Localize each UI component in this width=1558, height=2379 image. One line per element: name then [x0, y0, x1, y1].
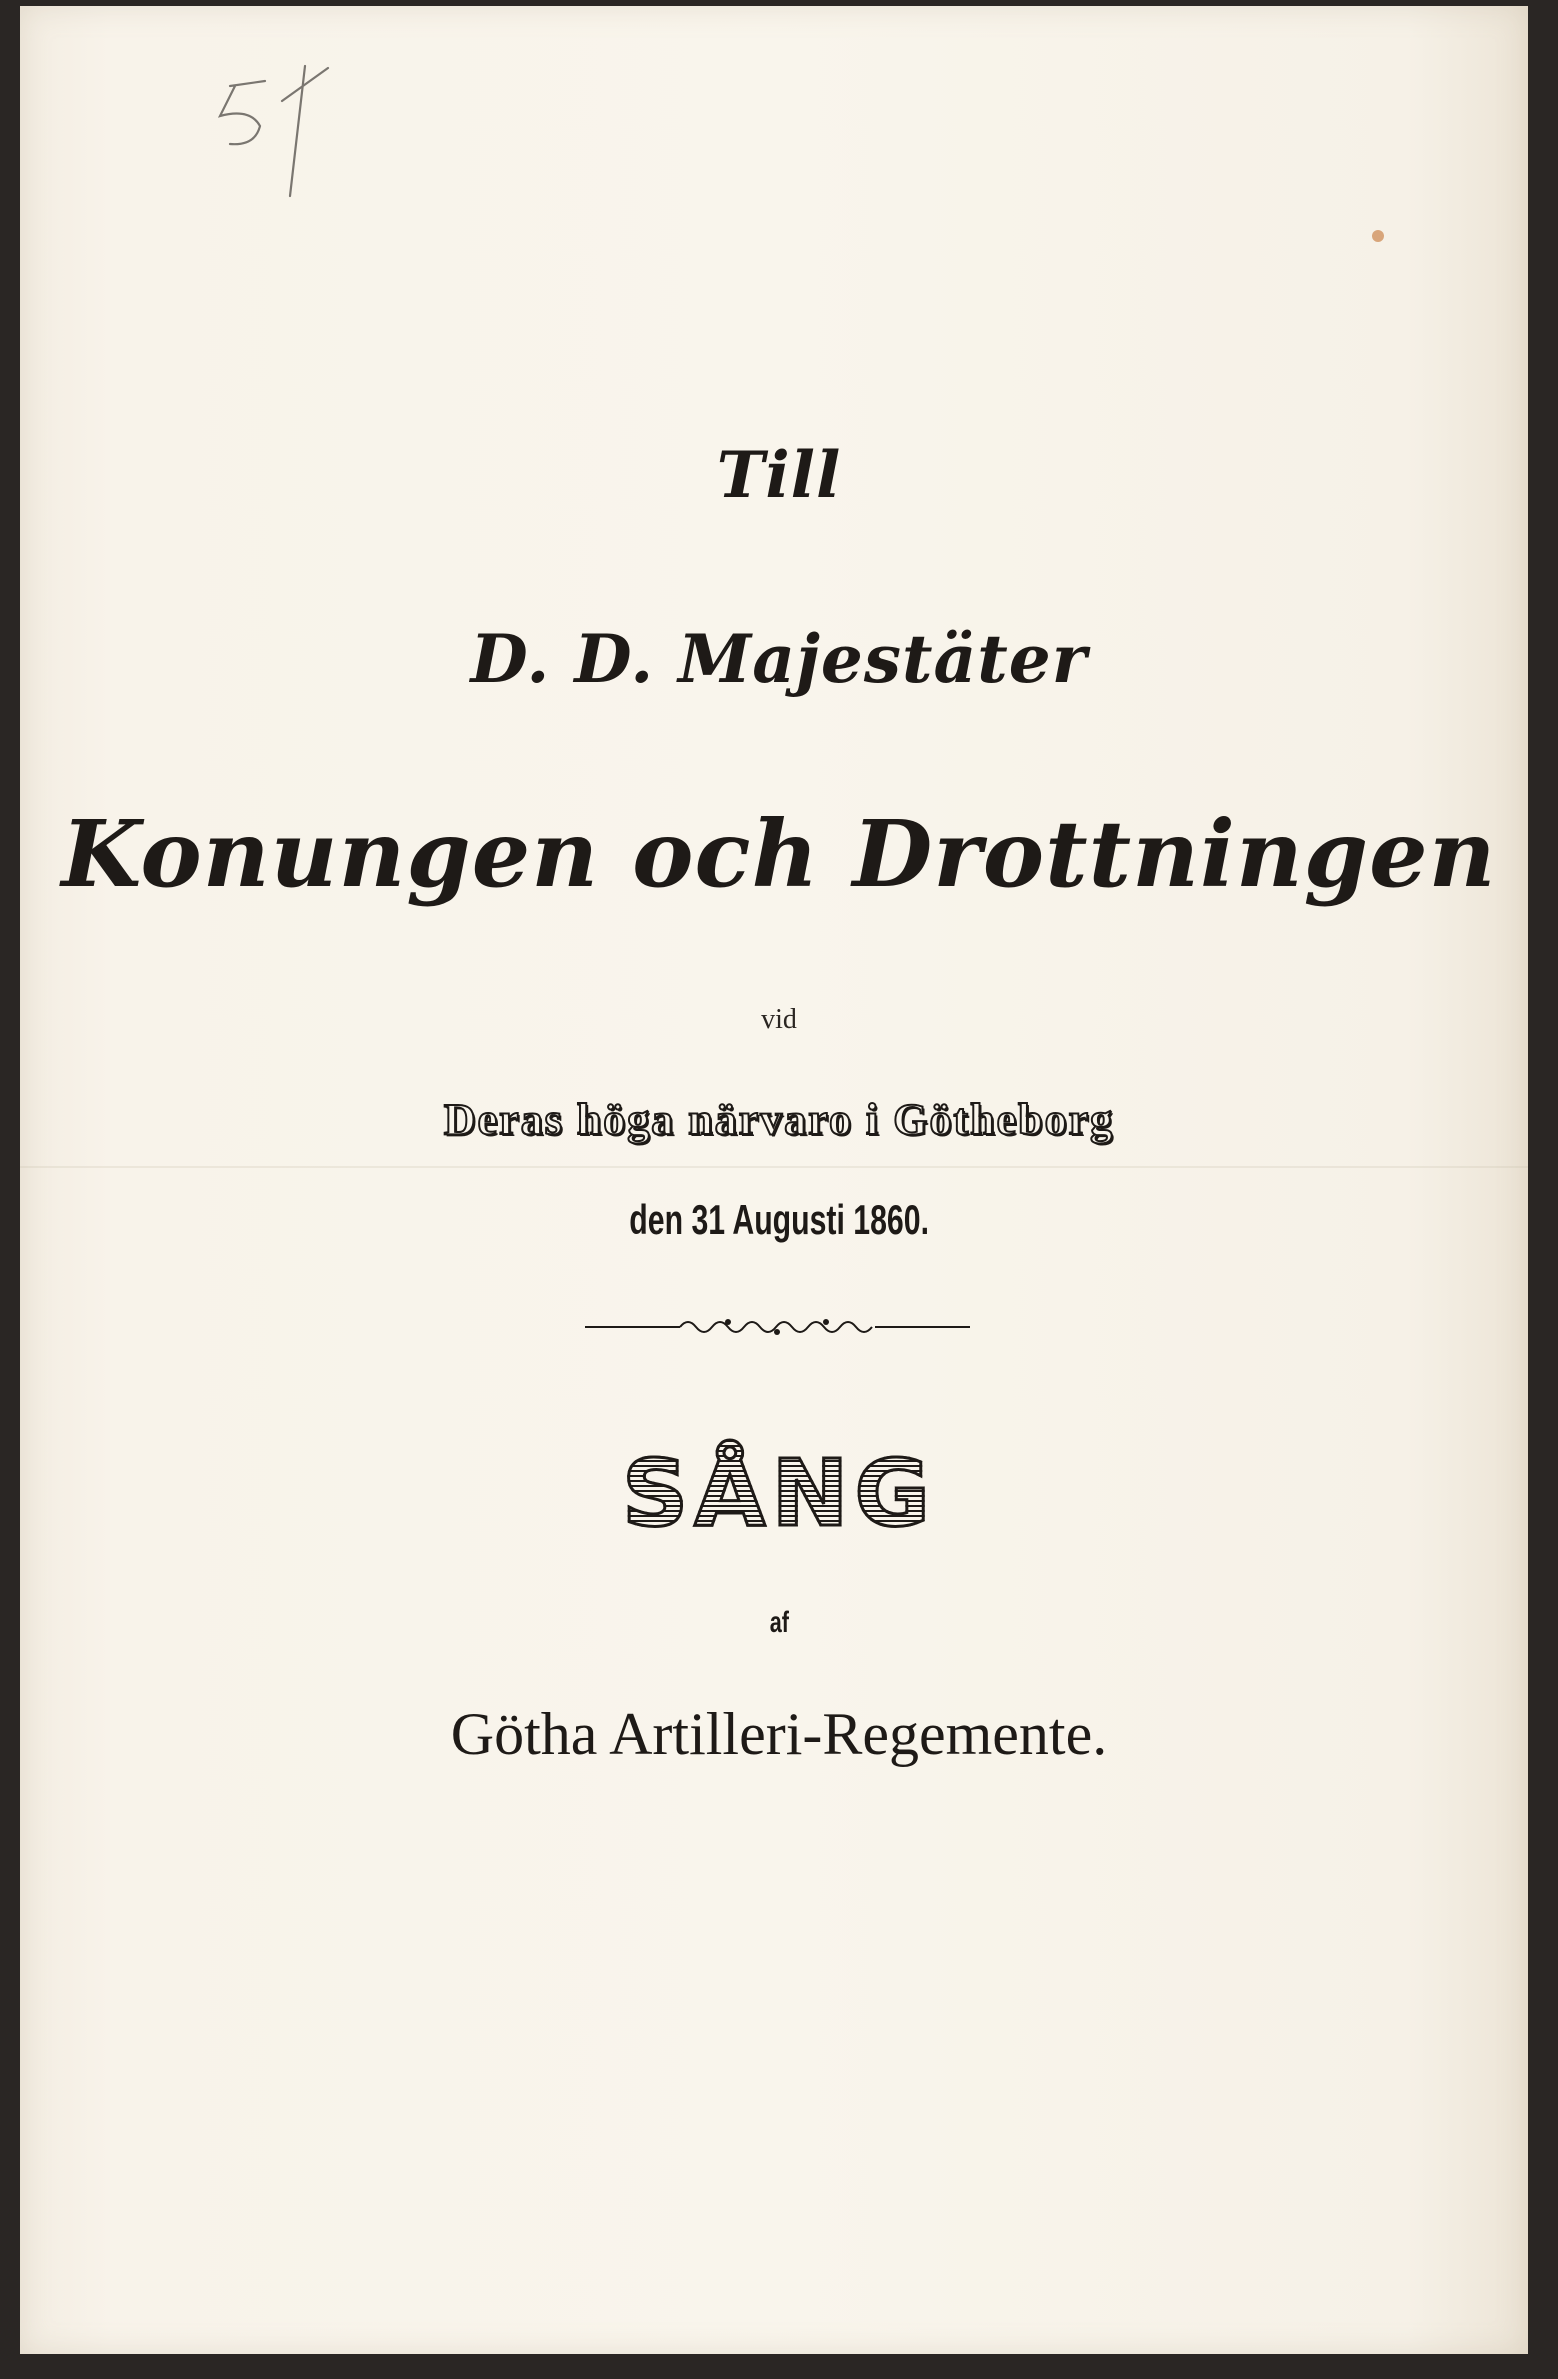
- page-fold: [20, 1166, 1528, 1168]
- date-text: den 31 Augusti 1860.: [629, 1196, 929, 1243]
- document-page: [20, 6, 1528, 2354]
- text-af-label: af: [769, 1606, 789, 1639]
- song-heading-wrap: [0, 1440, 1558, 1547]
- author-line: Götha Artilleri-Regemente.: [450, 1701, 1108, 1767]
- heading-konungen-och-drottningen: Konungen och Drottningen: [61, 800, 1497, 908]
- text-deras-hoga-narvaro: Deras höga närvaro i Götheborg: [443, 1095, 1115, 1144]
- text-vid: vid: [761, 1004, 797, 1035]
- heading-majestater: D. D. Majestäter: [470, 620, 1088, 698]
- heading-till: Till: [716, 438, 842, 513]
- ornamental-divider: [585, 1312, 970, 1342]
- date-line: [0, 1196, 1558, 1245]
- paper-stain: [1372, 230, 1384, 242]
- text-af: [0, 1606, 1558, 1640]
- song-heading: SÅNG: [622, 1440, 936, 1547]
- pencil-annotation: [210, 46, 350, 206]
